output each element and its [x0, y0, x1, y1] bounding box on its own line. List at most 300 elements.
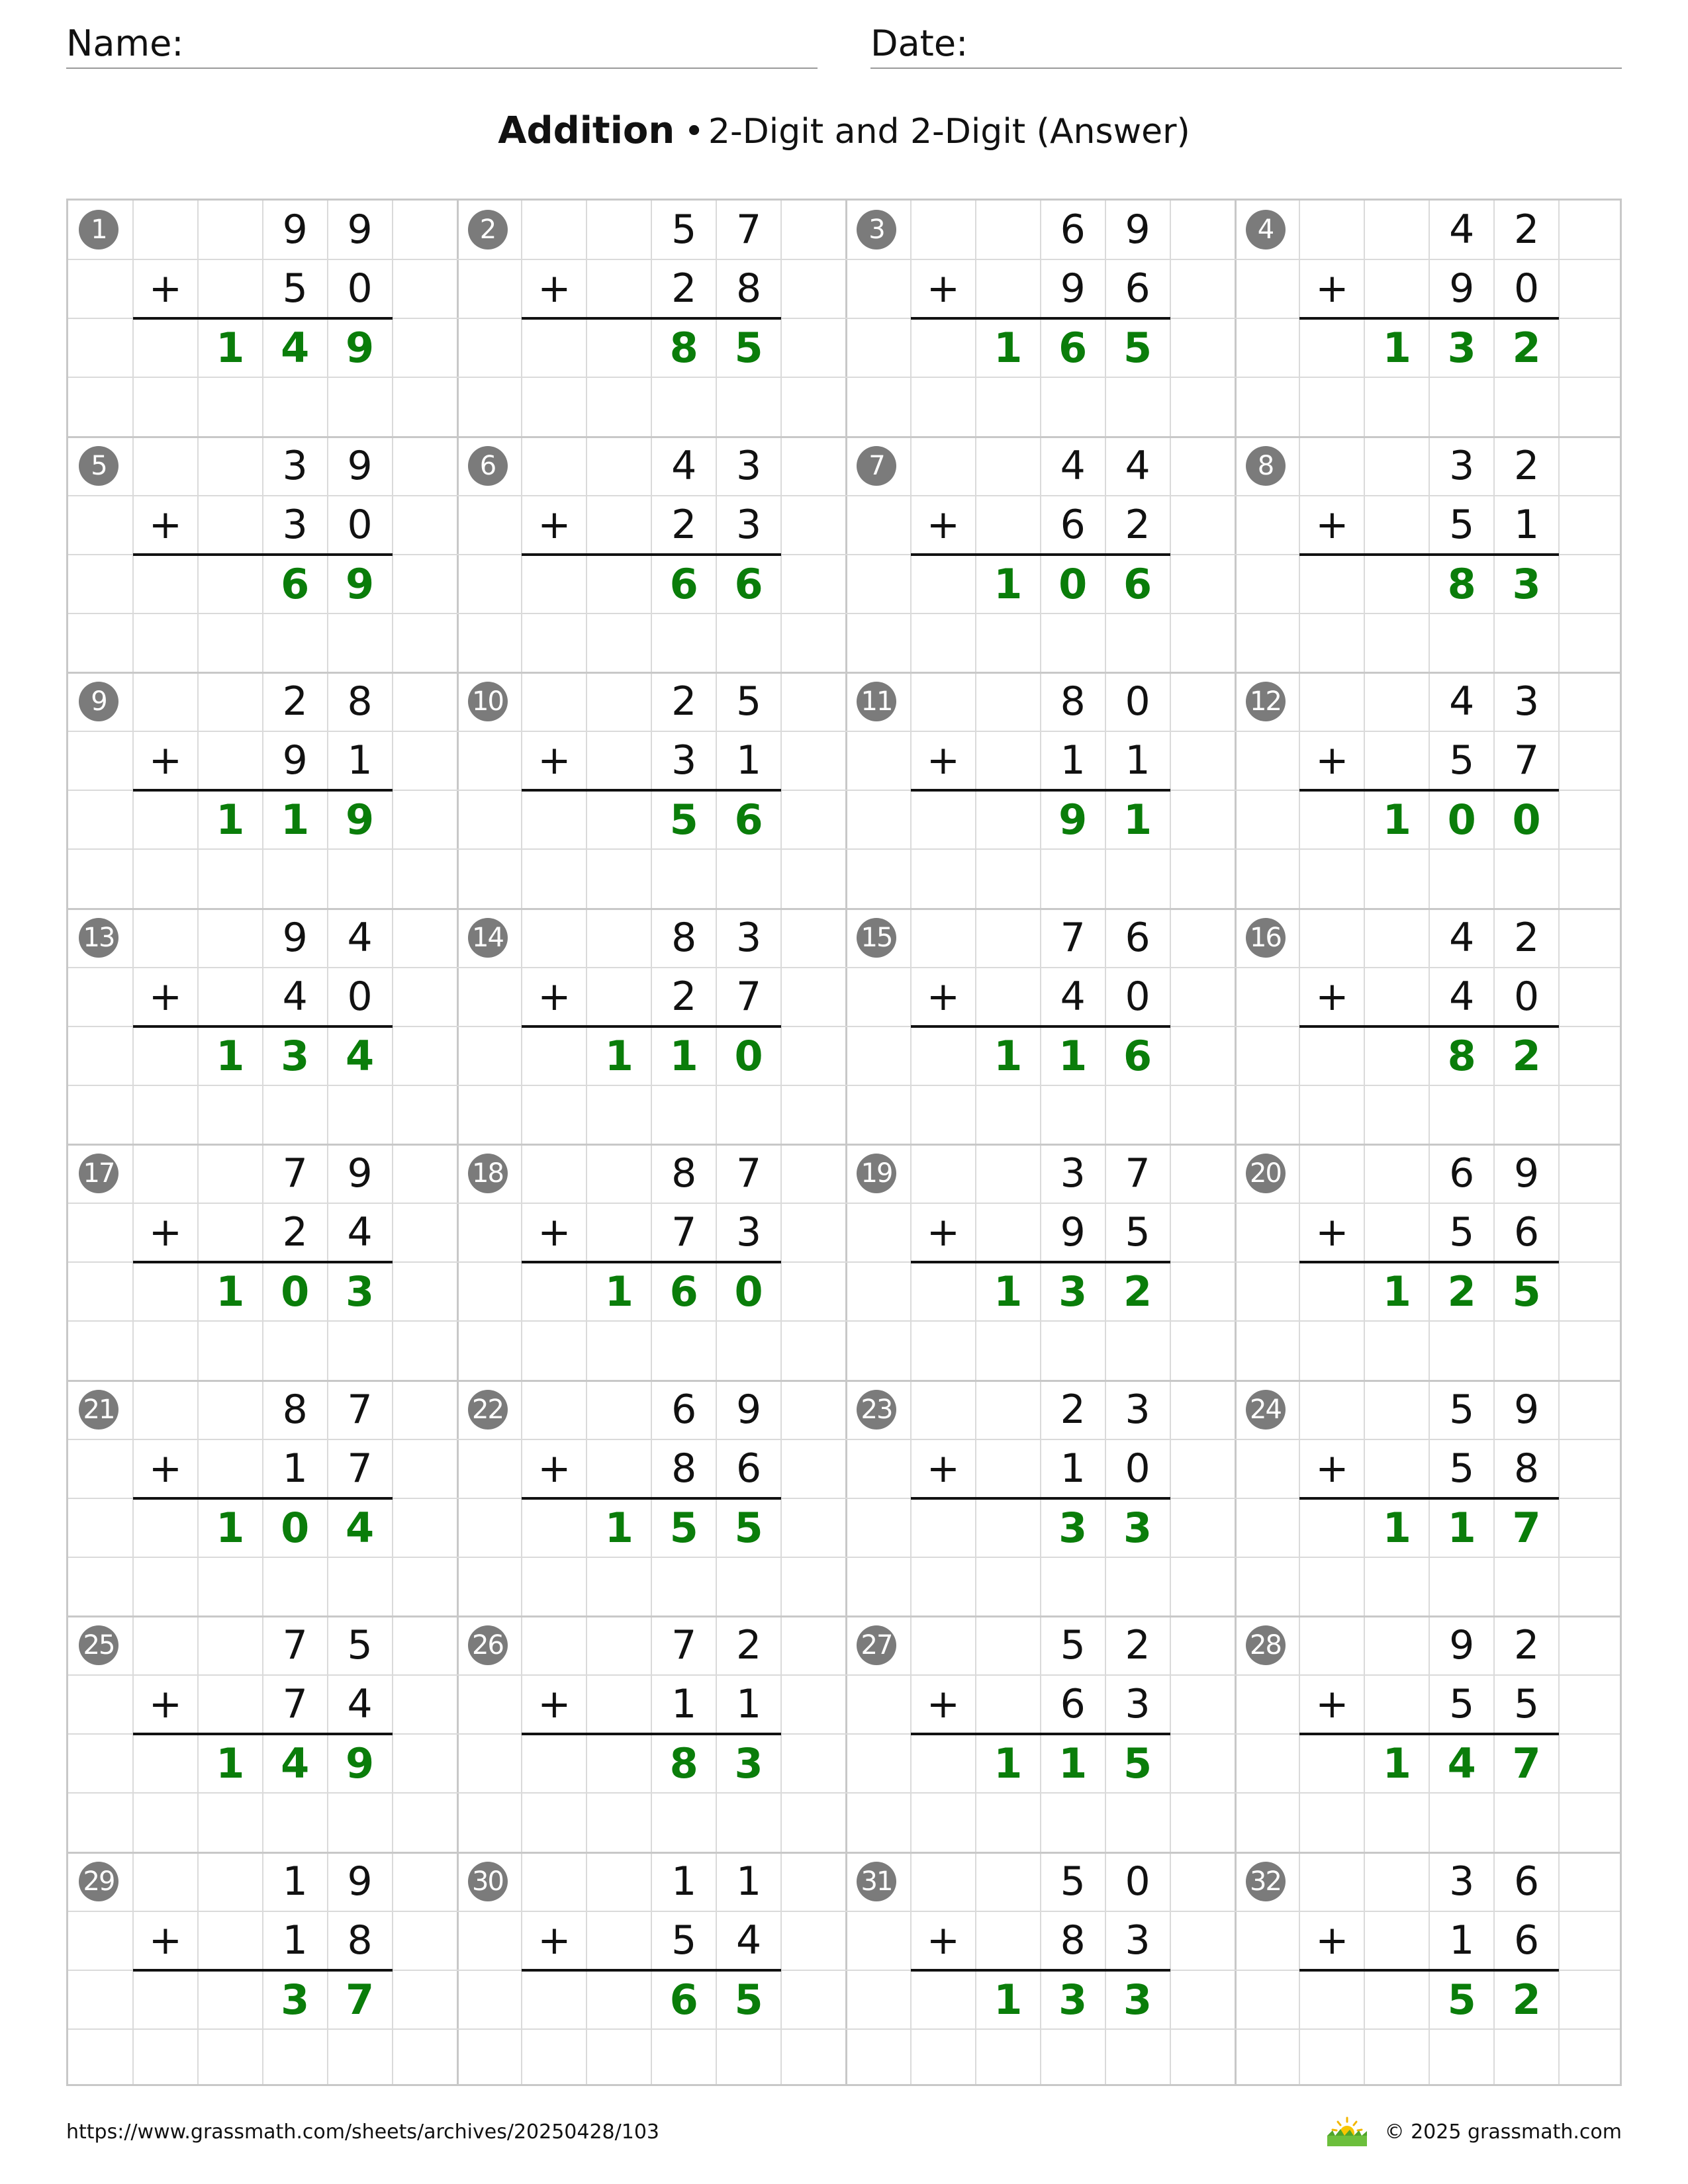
problem-number-badge: 23	[857, 1390, 896, 1430]
addend-bottom-digit: 5	[1514, 1681, 1540, 1728]
addend-bottom-digit: 8	[736, 265, 762, 312]
addend-bottom-digit: 2	[671, 265, 697, 312]
addend-bottom-digit: 7	[347, 1445, 373, 1492]
answer-digit: 1	[604, 1031, 633, 1080]
problem-5	[68, 437, 457, 673]
problem-number-badge: 15	[857, 918, 896, 958]
answer-digit: 9	[346, 1739, 375, 1788]
answer-digit: 1	[994, 324, 1023, 373]
answer-digit: 5	[1512, 1267, 1541, 1316]
answer-digit: 1	[604, 1503, 633, 1552]
title-main: Addition	[498, 109, 675, 152]
problem-31	[846, 1852, 1235, 2089]
addend-top-digit: 7	[671, 1622, 697, 1668]
problem-12	[1235, 672, 1624, 909]
addend-bottom-digit: 0	[347, 265, 373, 312]
problem-8	[1235, 437, 1624, 673]
addend-top-digit: 3	[736, 442, 762, 489]
addend-top-digit: 4	[1125, 442, 1150, 489]
answer-digit: 3	[734, 1739, 763, 1788]
addend-top-digit: 3	[1514, 678, 1540, 725]
problem-23	[846, 1381, 1235, 1617]
answer-digit: 6	[281, 559, 310, 608]
problem-number-badge: 22	[468, 1390, 508, 1430]
answer-digit: 9	[346, 324, 375, 373]
problem-20	[1235, 1144, 1624, 1381]
addend-bottom-digit: 1	[1125, 737, 1150, 784]
addend-bottom-digit: 9	[1449, 265, 1475, 312]
problem-18	[457, 1144, 847, 1381]
addend-top-digit: 3	[282, 442, 308, 489]
addend-top-digit: 0	[1125, 1858, 1150, 1905]
addend-bottom-digit: 5	[1449, 501, 1475, 548]
addend-top-digit: 9	[282, 206, 308, 253]
addend-top-digit: 9	[1514, 1386, 1540, 1433]
answer-digit: 1	[216, 1267, 245, 1316]
addend-top-digit: 2	[282, 678, 308, 725]
addend-bottom-digit: 2	[282, 1209, 308, 1256]
addend-top-digit: 9	[347, 1858, 373, 1905]
answer-digit: 6	[1058, 324, 1088, 373]
addend-top-digit: 2	[736, 1622, 762, 1668]
addend-bottom-digit: 0	[1125, 1445, 1150, 1492]
problem-number-badge: 10	[468, 682, 508, 721]
answer-digit: 1	[994, 1031, 1023, 1080]
addend-top-digit: 5	[1060, 1622, 1086, 1668]
addend-bottom-digit: 6	[1514, 1209, 1540, 1256]
problem-number-badge: 13	[79, 918, 118, 958]
addend-top-digit: 3	[1125, 1386, 1150, 1433]
answer-digit: 0	[1447, 796, 1476, 844]
addend-bottom-digit: 1	[1060, 1445, 1086, 1492]
answer-digit: 1	[1382, 324, 1411, 373]
addend-bottom-digit: 5	[1449, 1681, 1475, 1728]
addend-top-digit: 8	[671, 1150, 697, 1197]
addend-top-digit: 5	[1060, 1858, 1086, 1905]
addend-bottom-digit: 1	[1060, 737, 1086, 784]
problem-number-badge: 29	[79, 1862, 118, 1901]
date-field[interactable]	[870, 20, 1622, 69]
addend-top-digit: 5	[347, 1622, 373, 1668]
answer-digit: 1	[1058, 1739, 1088, 1788]
answer-digit: 3	[1447, 324, 1476, 373]
answer-digit: 6	[734, 559, 763, 608]
problem-number-badge: 17	[79, 1154, 118, 1193]
answer-digit: 1	[216, 324, 245, 373]
problem-number-badge: 20	[1246, 1154, 1286, 1193]
addend-bottom-digit: 3	[736, 501, 762, 548]
answer-digit: 0	[1512, 796, 1541, 844]
addend-top-digit: 8	[347, 678, 373, 725]
answer-digit: 8	[1447, 1031, 1476, 1080]
problem-21	[68, 1381, 457, 1617]
addend-top-digit: 6	[1125, 914, 1150, 961]
addend-top-digit: 9	[347, 206, 373, 253]
addend-top-digit: 7	[736, 206, 762, 253]
answer-digit: 3	[1123, 1503, 1152, 1552]
answer-digit: 8	[669, 324, 698, 373]
answer-digit: 9	[346, 796, 375, 844]
answer-digit: 1	[1447, 1503, 1476, 1552]
addend-bottom-digit: 8	[671, 1445, 697, 1492]
problem-number-badge: 11	[857, 682, 896, 721]
addend-top-digit: 4	[347, 914, 373, 961]
answer-digit: 2	[1512, 324, 1541, 373]
answer-digit: 3	[1058, 1267, 1088, 1316]
answer-digit: 1	[1382, 1503, 1411, 1552]
addend-top-digit: 8	[282, 1386, 308, 1433]
plus-sign: +	[538, 1917, 571, 1964]
name-field[interactable]	[66, 20, 818, 69]
problem-number-badge: 32	[1246, 1862, 1286, 1901]
problem-number-badge: 1	[79, 210, 118, 250]
addend-top-digit: 5	[1449, 1386, 1475, 1433]
addend-top-digit: 8	[1060, 678, 1086, 725]
addend-bottom-digit: 3	[671, 737, 697, 784]
answer-digit: 3	[1123, 1975, 1152, 2024]
plus-sign: +	[148, 1209, 182, 1256]
answer-digit: 1	[994, 1739, 1023, 1788]
addend-top-digit: 9	[1125, 206, 1150, 253]
problem-29	[68, 1852, 457, 2089]
addend-bottom-digit: 5	[1125, 1209, 1150, 1256]
addend-bottom-digit: 7	[1514, 737, 1540, 784]
answer-digit: 1	[994, 1975, 1023, 2024]
addend-bottom-digit: 2	[671, 501, 697, 548]
addend-top-digit: 7	[1125, 1150, 1150, 1197]
addend-top-digit: 5	[671, 206, 697, 253]
problem-27	[846, 1616, 1235, 1852]
addend-bottom-digit: 3	[1125, 1681, 1150, 1728]
answer-digit: 2	[1123, 1267, 1152, 1316]
addend-top-digit: 3	[1449, 442, 1475, 489]
addend-bottom-digit: 4	[736, 1917, 762, 1964]
addend-bottom-digit: 3	[736, 1209, 762, 1256]
addend-bottom-digit: 1	[282, 1917, 308, 1964]
plus-sign: +	[538, 973, 571, 1020]
problem-number-badge: 6	[468, 446, 508, 486]
addend-bottom-digit: 5	[1449, 1445, 1475, 1492]
problem-number-badge: 28	[1246, 1625, 1286, 1665]
plus-sign: +	[538, 501, 571, 548]
problem-32	[1235, 1852, 1624, 2089]
problem-grid	[66, 199, 1622, 2086]
answer-digit: 0	[1058, 559, 1088, 608]
problem-number-badge: 8	[1246, 446, 1286, 486]
answer-digit: 9	[1058, 796, 1088, 844]
addend-bottom-digit: 4	[347, 1681, 373, 1728]
answer-digit: 0	[734, 1267, 763, 1316]
plus-sign: +	[148, 265, 182, 312]
addend-top-digit: 4	[671, 442, 697, 489]
answer-digit: 1	[216, 1031, 245, 1080]
problem-number-badge: 18	[468, 1154, 508, 1193]
addend-top-digit: 0	[1125, 678, 1150, 725]
plus-sign: +	[1315, 1209, 1349, 1256]
answer-digit: 1	[669, 1031, 698, 1080]
footer-url[interactable]: https://www.grassmath.com/sheets/archives/20250428/103	[66, 2120, 660, 2144]
answer-digit: 1	[281, 796, 310, 844]
problem-number-badge: 27	[857, 1625, 896, 1665]
answer-digit: 0	[281, 1267, 310, 1316]
addend-top-digit: 2	[1125, 1622, 1150, 1668]
addend-top-digit: 5	[736, 678, 762, 725]
problem-2	[457, 201, 847, 437]
problem-11	[846, 672, 1235, 909]
addend-bottom-digit: 0	[1125, 973, 1150, 1020]
answer-digit: 7	[1512, 1739, 1541, 1788]
answer-digit: 1	[994, 559, 1023, 608]
answer-digit: 5	[734, 1503, 763, 1552]
sun-over-grass-logo	[1326, 2116, 1368, 2148]
addend-bottom-digit: 7	[282, 1681, 308, 1728]
problem-19	[846, 1144, 1235, 1381]
plus-sign: +	[926, 1681, 960, 1728]
addend-bottom-digit: 5	[1449, 1209, 1475, 1256]
problem-30	[457, 1852, 847, 2089]
answer-digit: 1	[216, 1739, 245, 1788]
addend-top-digit: 7	[282, 1150, 308, 1197]
addend-bottom-digit: 6	[736, 1445, 762, 1492]
addend-bottom-digit: 6	[1060, 1681, 1086, 1728]
addend-top-digit: 4	[1449, 206, 1475, 253]
addend-top-digit: 4	[1449, 914, 1475, 961]
addend-top-digit: 6	[1060, 206, 1086, 253]
answer-digit: 1	[604, 1267, 633, 1316]
answer-digit: 6	[1123, 559, 1152, 608]
problem-number-badge: 9	[79, 682, 118, 721]
problem-number-badge: 26	[468, 1625, 508, 1665]
addend-top-digit: 3	[1060, 1150, 1086, 1197]
plus-sign: +	[1315, 501, 1349, 548]
addend-bottom-digit: 4	[1060, 973, 1086, 1020]
problem-26	[457, 1616, 847, 1852]
addend-top-digit: 9	[347, 1150, 373, 1197]
addend-bottom-digit: 9	[1060, 265, 1086, 312]
plus-sign: +	[926, 1209, 960, 1256]
addend-top-digit: 2	[1060, 1386, 1086, 1433]
plus-sign: +	[148, 1917, 182, 1964]
addend-top-digit: 2	[1514, 206, 1540, 253]
answer-digit: 1	[216, 1503, 245, 1552]
addend-bottom-digit: 0	[347, 501, 373, 548]
problem-number-badge: 24	[1246, 1390, 1286, 1430]
answer-digit: 5	[669, 1503, 698, 1552]
answer-digit: 1	[1382, 1739, 1411, 1788]
problem-7	[846, 437, 1235, 673]
addend-top-digit: 1	[671, 1858, 697, 1905]
answer-digit: 4	[281, 324, 310, 373]
answer-digit: 6	[669, 1975, 698, 2024]
name-label: Name:	[66, 23, 184, 64]
addend-top-digit: 9	[1514, 1150, 1540, 1197]
addend-bottom-digit: 6	[1514, 1917, 1540, 1964]
plus-sign: +	[1315, 973, 1349, 1020]
answer-digit: 1	[216, 796, 245, 844]
plus-sign: +	[1315, 737, 1349, 784]
addend-bottom-digit: 5	[1449, 737, 1475, 784]
plus-sign: +	[538, 265, 571, 312]
problem-25	[68, 1616, 457, 1852]
worksheet-title	[0, 105, 1688, 158]
date-label: Date:	[870, 23, 968, 64]
problem-1	[68, 201, 457, 437]
footer-copyright: © 2025 grassmath.com	[1384, 2120, 1622, 2144]
plus-sign: +	[148, 973, 182, 1020]
addend-top-digit: 7	[347, 1386, 373, 1433]
problem-number-badge: 2	[468, 210, 508, 250]
answer-digit: 3	[1512, 559, 1541, 608]
answer-digit: 1	[994, 1267, 1023, 1316]
addend-top-digit: 7	[282, 1622, 308, 1668]
plus-sign: +	[1315, 265, 1349, 312]
plus-sign: +	[926, 501, 960, 548]
problem-number-badge: 25	[79, 1625, 118, 1665]
addend-bottom-digit: 3	[1125, 1917, 1150, 1964]
title-bullet: •	[684, 112, 704, 152]
addend-bottom-digit: 0	[347, 973, 373, 1020]
addend-bottom-digit: 2	[1125, 501, 1150, 548]
addend-bottom-digit: 1	[347, 737, 373, 784]
problem-16	[1235, 909, 1624, 1145]
addend-bottom-digit: 9	[1060, 1209, 1086, 1256]
problem-number-badge: 4	[1246, 210, 1286, 250]
answer-digit: 1	[1123, 796, 1152, 844]
addend-bottom-digit: 9	[282, 737, 308, 784]
answer-digit: 4	[281, 1739, 310, 1788]
problem-number-badge: 30	[468, 1862, 508, 1901]
answer-digit: 1	[1058, 1031, 1088, 1080]
addend-bottom-digit: 1	[736, 737, 762, 784]
answer-digit: 3	[1058, 1975, 1088, 2024]
answer-digit: 7	[346, 1975, 375, 2024]
problem-number-badge: 3	[857, 210, 896, 250]
addend-top-digit: 2	[671, 678, 697, 725]
plus-sign: +	[148, 501, 182, 548]
problem-number-badge: 12	[1246, 682, 1286, 721]
answer-digit: 4	[346, 1031, 375, 1080]
plus-sign: +	[926, 1445, 960, 1492]
plus-sign: +	[538, 1209, 571, 1256]
answer-digit: 7	[1512, 1503, 1541, 1552]
addend-top-digit: 2	[1514, 442, 1540, 489]
problem-22	[457, 1381, 847, 1617]
addend-bottom-digit: 8	[1060, 1917, 1086, 1964]
answer-digit: 2	[1512, 1975, 1541, 2024]
answer-digit: 6	[669, 1267, 698, 1316]
addend-top-digit: 9	[1449, 1622, 1475, 1668]
addend-bottom-digit: 4	[282, 973, 308, 1020]
answer-digit: 5	[734, 1975, 763, 2024]
problem-number-badge: 16	[1246, 918, 1286, 958]
plus-sign: +	[148, 737, 182, 784]
problem-number-badge: 7	[857, 446, 896, 486]
answer-digit: 5	[1123, 324, 1152, 373]
plus-sign: +	[148, 1681, 182, 1728]
plus-sign: +	[1315, 1681, 1349, 1728]
plus-sign: +	[926, 265, 960, 312]
addend-top-digit: 4	[1449, 678, 1475, 725]
addend-bottom-digit: 3	[282, 501, 308, 548]
problem-28	[1235, 1616, 1624, 1852]
answer-digit: 3	[346, 1267, 375, 1316]
addend-bottom-digit: 0	[1514, 265, 1540, 312]
problem-9	[68, 672, 457, 909]
addend-bottom-digit: 4	[1449, 973, 1475, 1020]
addend-bottom-digit: 1	[736, 1681, 762, 1728]
answer-digit: 5	[1123, 1739, 1152, 1788]
problem-10	[457, 672, 847, 909]
addend-bottom-digit: 5	[282, 265, 308, 312]
problem-17	[68, 1144, 457, 1381]
addend-bottom-digit: 8	[347, 1917, 373, 1964]
plus-sign: +	[538, 1681, 571, 1728]
problem-14	[457, 909, 847, 1145]
addend-bottom-digit: 0	[1514, 973, 1540, 1020]
problem-number-badge: 31	[857, 1862, 896, 1901]
problem-4	[1235, 201, 1624, 437]
addend-top-digit: 9	[736, 1386, 762, 1433]
addend-top-digit: 9	[282, 914, 308, 961]
answer-digit: 8	[669, 1739, 698, 1788]
answer-digit: 4	[346, 1503, 375, 1552]
addend-bottom-digit: 7	[671, 1209, 697, 1256]
problem-15	[846, 909, 1235, 1145]
addend-bottom-digit: 7	[736, 973, 762, 1020]
addend-top-digit: 6	[1449, 1150, 1475, 1197]
plus-sign: +	[538, 737, 571, 784]
addend-bottom-digit: 6	[1125, 265, 1150, 312]
problem-number-badge: 21	[79, 1390, 118, 1430]
addend-top-digit: 2	[1514, 1622, 1540, 1668]
addend-top-digit: 1	[282, 1858, 308, 1905]
plus-sign: +	[926, 737, 960, 784]
plus-sign: +	[1315, 1445, 1349, 1492]
addend-bottom-digit: 1	[1449, 1917, 1475, 1964]
addend-top-digit: 6	[1514, 1858, 1540, 1905]
addend-top-digit: 7	[736, 1150, 762, 1197]
addend-bottom-digit: 8	[1514, 1445, 1540, 1492]
problem-3	[846, 201, 1235, 437]
plus-sign: +	[538, 1445, 571, 1492]
answer-digit: 3	[1058, 1503, 1088, 1552]
answer-digit: 2	[1447, 1267, 1476, 1316]
plus-sign: +	[926, 1917, 960, 1964]
addend-top-digit: 3	[1449, 1858, 1475, 1905]
addend-top-digit: 9	[347, 442, 373, 489]
plus-sign: +	[926, 973, 960, 1020]
addend-top-digit: 2	[1514, 914, 1540, 961]
addend-bottom-digit: 1	[282, 1445, 308, 1492]
answer-digit: 3	[281, 1975, 310, 2024]
problem-6	[457, 437, 847, 673]
problem-number-badge: 19	[857, 1154, 896, 1193]
answer-digit: 1	[1382, 1267, 1411, 1316]
addend-bottom-digit: 1	[1514, 501, 1540, 548]
answer-digit: 6	[734, 796, 763, 844]
problem-number-badge: 14	[468, 918, 508, 958]
answer-digit: 0	[734, 1031, 763, 1080]
answer-digit: 6	[669, 559, 698, 608]
problem-13	[68, 909, 457, 1145]
problem-24	[1235, 1381, 1624, 1617]
title-subtitle: 2-Digit and 2-Digit (Answer)	[708, 112, 1190, 152]
problem-number-badge: 5	[79, 446, 118, 486]
answer-digit: 3	[281, 1031, 310, 1080]
answer-digit: 0	[281, 1503, 310, 1552]
plus-sign: +	[1315, 1917, 1349, 1964]
addend-bottom-digit: 6	[1060, 501, 1086, 548]
